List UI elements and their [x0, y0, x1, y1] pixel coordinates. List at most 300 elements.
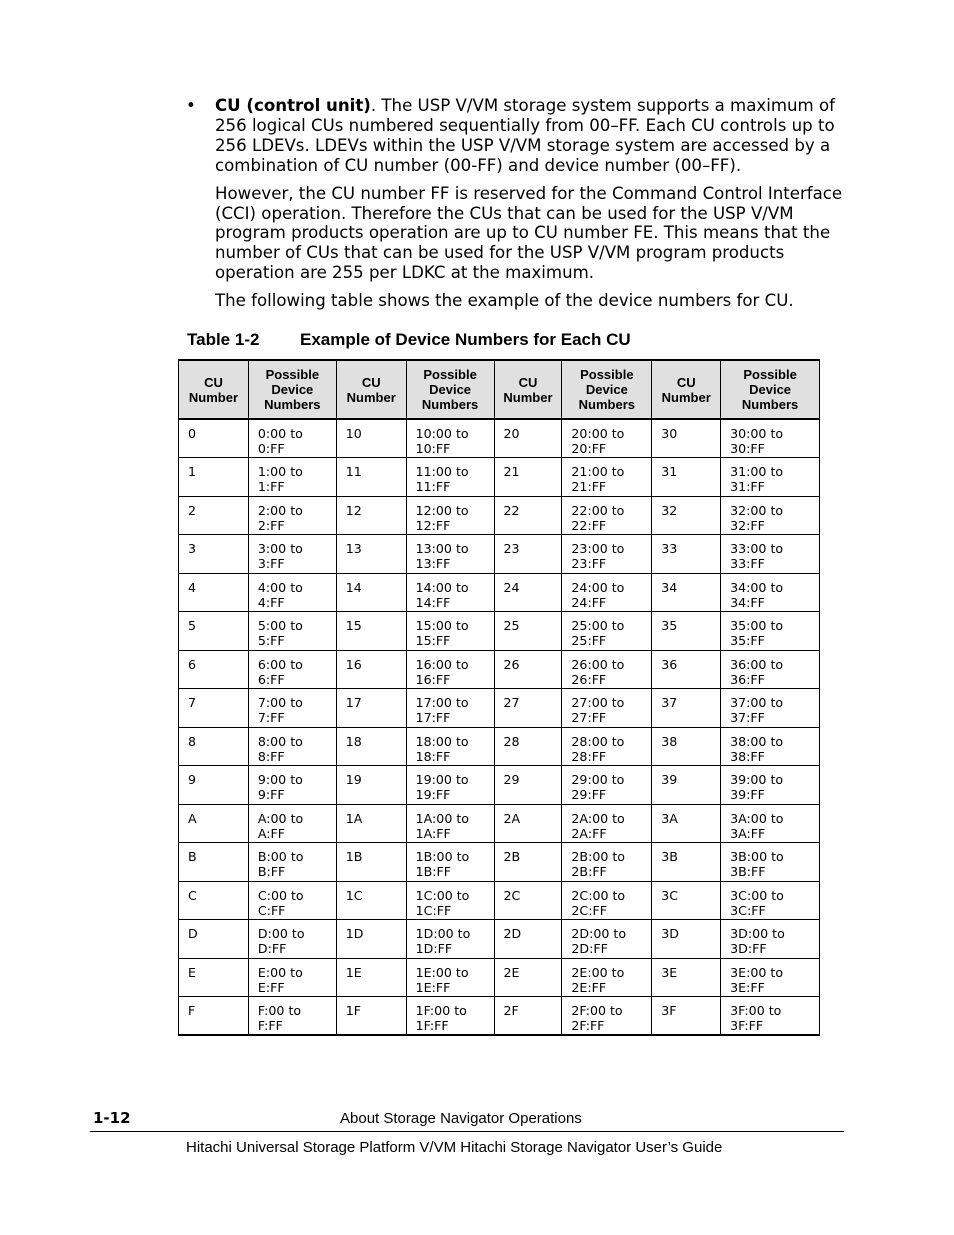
cell-line: 33:FF	[730, 556, 765, 571]
cell-line: 1F:00 to	[415, 1003, 467, 1018]
device-range-cell	[406, 920, 494, 959]
cu-number-cell	[494, 458, 562, 497]
table-row	[179, 804, 820, 843]
cell-line: 18:00 to	[415, 733, 469, 749]
cell-line: 2D:00 to	[571, 926, 627, 941]
header-cu-number	[494, 360, 562, 419]
device-range-cell	[721, 958, 820, 997]
cell-line: 16:00 to	[415, 656, 469, 672]
header-line: Device	[749, 382, 792, 397]
cell-line: 5	[188, 618, 197, 633]
cell-line: 14:FF	[415, 594, 451, 610]
cell-line: 7:FF	[257, 710, 285, 725]
cell-line: 1	[188, 464, 197, 479]
header-possible-device-numbers	[562, 360, 652, 419]
table-caption-number: Table 1-2	[187, 330, 260, 349]
header-line: Numbers	[264, 397, 321, 412]
cell-line: 5:00 to	[257, 618, 303, 633]
device-range-cell	[562, 419, 652, 458]
bullet-dot: •	[186, 96, 196, 115]
cell-line: 3:00 to	[257, 541, 303, 556]
device-range-cell	[721, 496, 820, 535]
table-caption	[187, 330, 631, 350]
device-range-cell	[562, 727, 652, 766]
cell-line: 3F	[661, 1003, 677, 1018]
device-range-cell	[406, 958, 494, 997]
cu-number-cell	[336, 689, 406, 728]
cell-line: 6	[188, 656, 197, 672]
cell-line: 7:00 to	[257, 695, 303, 710]
cell-line: 20	[503, 426, 520, 441]
cell-line: 31:00 to	[730, 464, 784, 479]
device-range-cell	[721, 920, 820, 959]
cell-line: 1F	[345, 1003, 362, 1018]
cu-number-cell	[494, 650, 562, 689]
cell-line: 12	[345, 502, 362, 518]
cu-number-cell	[494, 958, 562, 997]
cu-number-cell	[336, 458, 406, 497]
cell-line: 32:00 to	[730, 502, 784, 518]
cell-line: 29:FF	[571, 787, 607, 802]
header-cu-number	[336, 360, 406, 419]
cell-line: 3C:00 to	[730, 887, 784, 903]
cell-line: 5:FF	[257, 633, 285, 648]
page-number: 1-12	[93, 1109, 131, 1127]
table-row	[179, 650, 820, 689]
device-range-cell	[721, 843, 820, 882]
cell-line: 26:FF	[571, 671, 607, 687]
cell-line: 2D	[503, 926, 522, 941]
table-body	[179, 419, 820, 1035]
cell-line: 22	[503, 502, 520, 518]
cell-line: 2A:00 to	[571, 810, 625, 826]
header-line: CU	[518, 374, 538, 390]
cell-line: 11:00 to	[415, 464, 469, 479]
cell-line: 35:00 to	[730, 618, 784, 633]
cell-line: 1E:FF	[415, 979, 451, 995]
device-range-cell	[721, 804, 820, 843]
device-range-cell	[248, 727, 336, 766]
cu-number-cell	[336, 612, 406, 651]
cell-line: D:00 to	[257, 926, 305, 941]
cell-line: 3A	[661, 810, 678, 826]
cell-line: 37:FF	[730, 710, 765, 725]
cell-line: 25:FF	[571, 633, 607, 648]
cu-number-cell	[336, 727, 406, 766]
cell-line: 2C:00 to	[571, 887, 626, 903]
cell-line: 1B:FF	[415, 864, 452, 879]
device-range-cell	[406, 843, 494, 882]
device-range-cell	[562, 958, 652, 997]
cu-number-cell	[179, 920, 249, 959]
cell-line: 3D	[661, 926, 679, 941]
cell-line: 11	[345, 464, 362, 479]
cell-line: 2E:FF	[571, 979, 607, 995]
cell-line: 4:00 to	[257, 579, 303, 595]
cell-line: 26:00 to	[571, 656, 625, 672]
cell-line: 20:FF	[571, 441, 607, 456]
device-range-cell	[562, 573, 652, 612]
cu-number-cell	[336, 843, 406, 882]
cell-line: E	[188, 964, 196, 980]
cell-line: 32:FF	[730, 517, 765, 533]
cell-line: C:00 to	[257, 887, 304, 903]
cu-number-cell	[652, 997, 721, 1036]
cell-line: 33:00 to	[730, 541, 784, 556]
device-range-cell	[248, 881, 336, 920]
device-range-cell	[562, 496, 652, 535]
table-row	[179, 881, 820, 920]
cell-line: E:FF	[257, 979, 285, 995]
cell-line: 3F:FF	[730, 1018, 764, 1033]
header-line: Device	[271, 382, 314, 397]
cell-line: 14	[345, 579, 362, 595]
cu-number-cell	[652, 496, 721, 535]
device-range-cell	[406, 804, 494, 843]
cu-number-cell	[336, 496, 406, 535]
cell-line: E:00 to	[257, 964, 303, 980]
cell-line: 30	[661, 426, 678, 441]
device-range-cell	[248, 958, 336, 997]
device-range-cell	[248, 612, 336, 651]
table-row	[179, 958, 820, 997]
device-numbers-table	[178, 359, 820, 1036]
device-range-cell	[721, 573, 820, 612]
cell-line: 24:00 to	[571, 579, 625, 595]
cell-line: 12:FF	[415, 517, 451, 533]
device-range-cell	[721, 612, 820, 651]
cell-line: B	[188, 849, 197, 864]
cell-line: 27	[503, 695, 520, 710]
cu-number-cell	[179, 612, 249, 651]
device-range-cell	[562, 689, 652, 728]
cu-number-cell	[179, 458, 249, 497]
cell-line: 27:00 to	[571, 695, 625, 710]
cell-line: 31	[661, 464, 678, 479]
cu-number-cell	[336, 881, 406, 920]
cell-line: 1C:FF	[415, 902, 452, 918]
paragraph-group	[186, 184, 846, 311]
cell-line: 21	[503, 464, 520, 479]
device-range-cell	[248, 458, 336, 497]
cu-number-cell	[336, 573, 406, 612]
cu-number-cell	[494, 881, 562, 920]
device-range-cell	[562, 650, 652, 689]
table-row	[179, 766, 820, 805]
cell-line: 27:FF	[571, 710, 607, 725]
device-range-cell	[562, 843, 652, 882]
device-range-cell	[562, 920, 652, 959]
device-range-cell	[406, 650, 494, 689]
cell-line: 2C	[503, 887, 521, 903]
header-line: Number	[661, 389, 711, 405]
cell-line: 28	[503, 733, 520, 749]
table-row	[179, 997, 820, 1036]
cell-line: 8:FF	[257, 748, 285, 764]
cu-number-cell	[652, 419, 721, 458]
cell-line: 31:FF	[730, 479, 765, 494]
cu-number-cell	[494, 689, 562, 728]
device-range-cell	[406, 496, 494, 535]
device-range-cell	[406, 458, 494, 497]
header-line: Numbers	[578, 397, 636, 412]
cell-line: F	[188, 1003, 196, 1018]
header-line: CU	[676, 374, 696, 390]
cell-line: A	[188, 810, 197, 826]
cell-line: 1B:00 to	[415, 849, 470, 864]
footer-guide-title: Hitachi Universal Storage Platform V/VM Hitachi Storage Navigator User’s Guide	[186, 1139, 723, 1156]
cell-line: 1B	[345, 849, 363, 864]
cell-line: 1C:00 to	[415, 887, 470, 903]
cu-number-cell	[494, 419, 562, 458]
cell-line: 20:00 to	[571, 426, 625, 441]
cell-line: 28:FF	[571, 748, 607, 764]
cu-number-cell	[179, 881, 249, 920]
cell-line: 3:FF	[257, 556, 285, 571]
cell-line: 1E:00 to	[415, 964, 469, 980]
cell-line: 3A:FF	[730, 825, 766, 841]
cu-number-cell	[336, 920, 406, 959]
cu-number-cell	[652, 881, 721, 920]
cu-number-cell	[179, 843, 249, 882]
cell-line: 39	[661, 772, 678, 787]
cell-line: 3D:FF	[730, 941, 767, 956]
cell-line: 16:FF	[415, 671, 451, 687]
cu-number-cell	[494, 612, 562, 651]
cu-number-cell	[652, 804, 721, 843]
cell-line: 33	[661, 541, 678, 556]
cell-line: 2A:FF	[571, 825, 607, 841]
table-row	[179, 458, 820, 497]
cu-number-cell	[179, 650, 249, 689]
cell-line: 29	[503, 772, 520, 787]
cell-line: 2C:FF	[571, 902, 607, 918]
cell-line: 6:FF	[257, 671, 285, 687]
paragraph-cci-reserved: However, the CU number FF is reserved for the Command Control Interface (CCI) operation. Therefore the CUs that can be used for the USP V/VM program products operation are up to CU number FE. This means that the number of CUs that can be used for the USP V/VM program products operation are 255 per LDKC at the maximum.	[215, 183, 843, 283]
cu-number-cell	[336, 958, 406, 997]
cell-line: 10:FF	[415, 441, 451, 456]
cell-line: 17	[345, 695, 362, 710]
cell-line: 19	[345, 772, 362, 787]
cell-line: 29:00 to	[571, 772, 625, 787]
cell-line: 4	[188, 579, 197, 595]
header-possible-device-numbers	[406, 360, 494, 419]
table-row	[179, 573, 820, 612]
cell-line: 1D	[345, 926, 364, 941]
device-range-cell	[562, 804, 652, 843]
cell-line: A:FF	[257, 825, 286, 841]
cell-line: 37:00 to	[730, 695, 784, 710]
cell-line: 10	[345, 426, 362, 441]
table-row	[179, 496, 820, 535]
cell-line: 13:00 to	[415, 541, 469, 556]
cell-line: 35	[661, 618, 678, 633]
cell-line: 3C	[661, 887, 679, 903]
device-range-cell	[406, 727, 494, 766]
bullet-item	[186, 96, 846, 176]
cu-number-cell	[179, 535, 249, 574]
cell-line: 1:00 to	[257, 464, 303, 479]
cell-line: 21:00 to	[571, 464, 625, 479]
cell-line: 1A:FF	[415, 825, 451, 841]
table-row	[179, 689, 820, 728]
cell-line: 3E:00 to	[730, 964, 784, 980]
cu-number-cell	[494, 496, 562, 535]
cell-line: 3D:00 to	[730, 926, 785, 941]
cell-line: 32	[661, 502, 678, 518]
cell-line: 2D:FF	[571, 941, 608, 956]
cell-line: 19:00 to	[415, 772, 469, 787]
cell-line: 13:FF	[415, 556, 451, 571]
cu-number-cell	[336, 804, 406, 843]
device-range-cell	[406, 612, 494, 651]
cell-line: 2A	[503, 810, 521, 826]
cell-line: 18:FF	[415, 748, 451, 764]
device-range-cell	[562, 458, 652, 497]
cell-line: 39:00 to	[730, 772, 784, 787]
header-line: Possible	[423, 367, 477, 382]
cu-number-cell	[652, 766, 721, 805]
cu-number-cell	[179, 958, 249, 997]
cell-line: 38:00 to	[730, 733, 784, 749]
cell-line: 9:00 to	[257, 772, 303, 787]
cell-line: 2B:FF	[571, 864, 607, 879]
cu-number-cell	[494, 766, 562, 805]
cu-number-cell	[652, 612, 721, 651]
cell-line: 30:00 to	[730, 426, 784, 441]
cell-line: 3C:FF	[730, 902, 766, 918]
header-possible-device-numbers	[721, 360, 820, 419]
device-range-cell	[721, 766, 820, 805]
cu-number-cell	[179, 997, 249, 1036]
table-row	[179, 920, 820, 959]
cell-line: 15:00 to	[415, 618, 469, 633]
cell-line: 24	[503, 579, 520, 595]
cell-line: 7	[188, 695, 197, 710]
cell-line: D	[188, 926, 198, 941]
cell-line: 2:00 to	[257, 502, 303, 518]
cell-line: 25:00 to	[571, 618, 625, 633]
cell-line: 1D:FF	[415, 941, 453, 956]
header-line: Numbers	[421, 397, 479, 412]
footer-divider	[90, 1131, 844, 1132]
device-range-cell	[721, 535, 820, 574]
cu-number-cell	[494, 843, 562, 882]
device-range-cell	[406, 573, 494, 612]
device-range-cell	[562, 881, 652, 920]
cell-line: A:00 to	[257, 810, 304, 826]
cell-line: 34:00 to	[730, 579, 784, 595]
header-cu-number	[652, 360, 721, 419]
device-range-cell	[562, 766, 652, 805]
cu-number-cell	[494, 804, 562, 843]
cell-line: 1E	[345, 964, 362, 980]
bullet-description: . The USP V/VM storage system supports a maximum of 256 logical CUs numbered sequentially from 00–FF. Each CU controls up to 256 LDEVs. LDEVs within the USP V/VM storage system are accessed by a combination of CU number (00-FF) and device number (00–FF).	[215, 96, 835, 175]
cell-line: C:FF	[257, 902, 286, 918]
cell-line: D:FF	[257, 941, 287, 956]
header-line: Possible	[265, 367, 320, 382]
cell-line: 4:FF	[257, 594, 285, 610]
cell-line: 2F:FF	[571, 1018, 605, 1033]
cell-line: B:FF	[257, 864, 286, 879]
cell-line: 3E:FF	[730, 979, 765, 995]
header-line: Number	[503, 389, 553, 405]
device-range-cell	[406, 419, 494, 458]
cell-line: 9:FF	[257, 787, 285, 802]
cell-line: 19:FF	[415, 787, 451, 802]
header-line: Number	[188, 389, 239, 405]
cu-number-cell	[179, 496, 249, 535]
cell-line: 38	[661, 733, 678, 749]
cell-line: 2E:00 to	[571, 964, 625, 980]
cell-line: 38:FF	[730, 748, 765, 764]
cell-line: C	[188, 887, 197, 903]
cell-line: 15:FF	[415, 633, 451, 648]
cu-number-cell	[179, 727, 249, 766]
bullet-term: CU (control unit)	[215, 96, 371, 115]
cell-line: 23:FF	[571, 556, 607, 571]
device-range-cell	[721, 689, 820, 728]
device-range-cell	[406, 766, 494, 805]
cu-number-cell	[652, 458, 721, 497]
cu-number-cell	[652, 689, 721, 728]
cu-number-cell	[652, 920, 721, 959]
paragraph-table-intro: The following table shows the example of the device numbers for CU.	[215, 291, 794, 311]
device-range-cell	[248, 997, 336, 1036]
cell-line: 2F:00 to	[571, 1003, 623, 1018]
cell-line: 2E	[503, 964, 520, 980]
device-range-cell	[248, 804, 336, 843]
cell-line: 22:00 to	[571, 502, 625, 518]
table-row	[179, 419, 820, 458]
cell-line: B:00 to	[257, 849, 304, 864]
cell-line: 0:00 to	[257, 426, 303, 441]
cell-line: 16	[345, 656, 362, 672]
cu-number-cell	[336, 419, 406, 458]
cell-line: 12:00 to	[415, 502, 469, 518]
device-range-cell	[248, 535, 336, 574]
table-row	[179, 612, 820, 651]
cell-line: 0:FF	[257, 441, 285, 456]
cell-line: 1A:00 to	[415, 810, 469, 826]
table-caption-title: Example of Device Numbers for Each CU	[300, 330, 631, 349]
device-range-cell	[406, 689, 494, 728]
cu-number-cell	[179, 689, 249, 728]
cell-line: 2B:00 to	[571, 849, 625, 864]
cell-line: 35:FF	[730, 633, 765, 648]
cell-line: 21:FF	[571, 479, 607, 494]
cu-number-cell	[652, 650, 721, 689]
cell-line: 17:00 to	[415, 695, 469, 710]
cell-line: 34:FF	[730, 594, 765, 610]
device-range-cell	[406, 997, 494, 1036]
cell-line: F:FF	[257, 1018, 283, 1033]
cell-line: 1F:FF	[415, 1018, 449, 1033]
device-range-cell	[562, 535, 652, 574]
cell-line: 3B	[661, 849, 678, 864]
cell-line: 36:FF	[730, 671, 765, 687]
cell-line: 6:00 to	[257, 656, 303, 672]
cu-number-cell	[652, 535, 721, 574]
cell-line: 2F	[503, 1003, 519, 1018]
cu-number-cell	[494, 920, 562, 959]
cell-line: 23:00 to	[571, 541, 625, 556]
cell-line: 10:00 to	[415, 426, 469, 441]
cell-line: 36:00 to	[730, 656, 784, 672]
cell-line: 3B:00 to	[730, 849, 784, 864]
cu-number-cell	[652, 573, 721, 612]
header-line: Device	[585, 382, 628, 397]
